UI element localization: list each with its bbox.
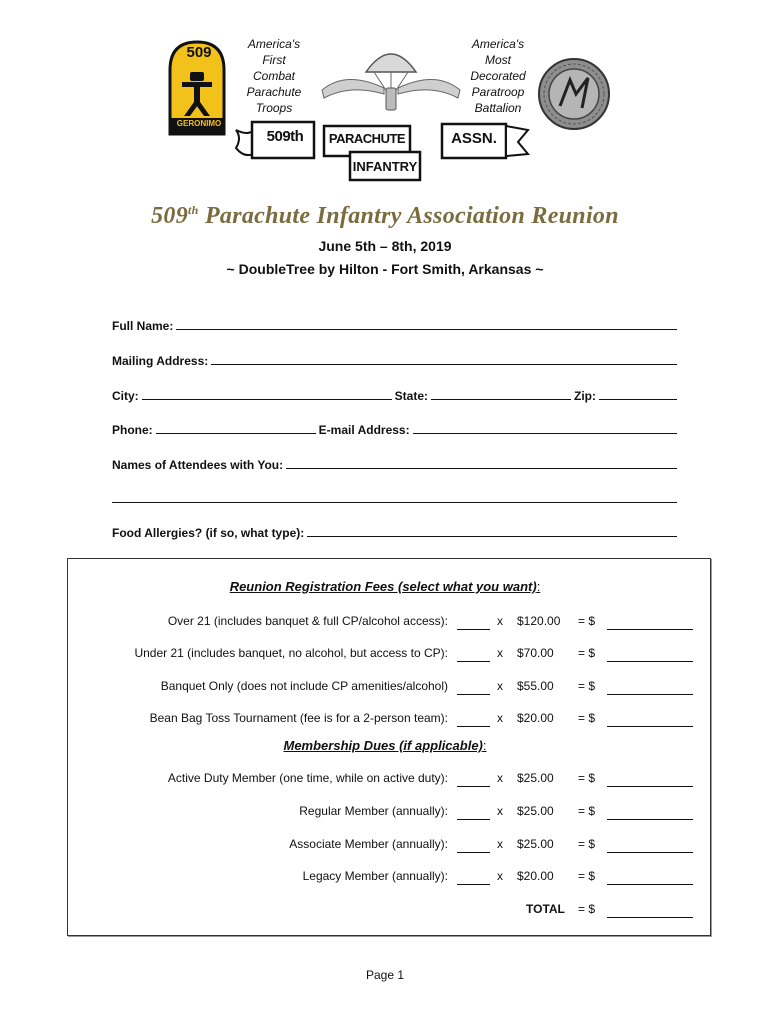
equals-dollar: = $ [578,646,596,660]
amount-line[interactable] [607,694,693,695]
motto-line: First [262,53,286,67]
total-amount-line[interactable] [607,917,693,918]
full-name-line[interactable] [176,329,677,330]
zip-label: Zip: [574,389,597,403]
association-seal-icon [536,56,612,132]
attendees-field[interactable] [112,454,680,472]
registration-fees-heading [0,579,770,594]
attendees-label: Names of Attendees with You: [112,458,284,472]
dues-price: $25.00 [517,771,554,785]
dues-label: Legacy Member (annually): [302,869,448,883]
banner-bottom-text: INFANTRY [352,159,418,174]
dues-price: $20.00 [517,869,554,883]
equals-dollar: = $ [578,837,596,851]
dues-label: Associate Member (annually): [289,837,448,851]
dues-price: $25.00 [517,804,554,818]
quantity-line[interactable] [457,694,490,695]
dues-label: Active Duty Member (one time, while on active duty): [167,771,448,785]
quantity-line[interactable] [457,726,490,727]
mailing-address-line[interactable] [211,364,677,365]
times-sign: x [497,837,503,851]
motto-line: Troops [255,101,293,115]
membership-dues-heading-text: Membership Dues (if applicable) [283,738,483,753]
page-title [0,203,770,230]
times-sign: x [497,679,503,693]
equals-dollar: = $ [578,614,596,628]
membership-dues-heading-suffix: : [482,738,487,753]
motto-line: Decorated [470,69,526,83]
city-label: City: [112,389,139,403]
amount-line[interactable] [607,852,693,853]
state-line[interactable] [431,399,571,400]
registration-fees-heading-text: Reunion Registration Fees (select what you want) [229,579,537,594]
quantity-line[interactable] [457,786,490,787]
fee-label: Over 21 (includes banquet & full CP/alcohol access): [167,614,448,628]
phone-email-row [112,419,680,437]
food-allergies-label: Food Allergies? (if so, what type): [112,526,305,540]
right-motto [458,36,538,116]
amount-line[interactable] [607,786,693,787]
mailing-address-field[interactable] [112,350,680,368]
title-superscript: th [188,203,199,217]
food-allergies-field[interactable] [112,522,680,540]
amount-line[interactable] [607,661,693,662]
equals-dollar: = $ [578,771,596,785]
motto-line: America's [471,37,525,51]
times-sign: x [497,771,503,785]
quantity-line[interactable] [457,852,490,853]
attendees-continuation-line[interactable] [112,502,677,503]
header-logo-area [160,30,620,190]
quantity-line[interactable] [457,629,490,630]
fee-price: $20.00 [517,711,554,725]
equals-dollar: = $ [578,711,596,725]
quantity-line[interactable] [457,819,490,820]
dues-price: $25.00 [517,837,554,851]
amount-line[interactable] [607,884,693,885]
city-state-zip-row [112,385,680,403]
title-rest: Parachute Infantry Association Reunion [198,203,619,229]
motto-line: Battalion [474,101,522,115]
food-allergies-line[interactable] [307,536,677,537]
state-label: State: [394,389,429,403]
page-number: Page 1 [365,968,405,982]
times-sign: x [497,614,503,628]
motto-line: Most [484,53,511,67]
quantity-line[interactable] [457,884,490,885]
event-venue: ~ DoubleTree by Hilton - Fort Smith, Arkansas ~ [226,261,544,277]
motto-line: Parachute [246,85,302,99]
parachute-wings-icon [316,32,466,116]
mailing-address-label: Mailing Address: [112,354,209,368]
banner-center-text: PARACHUTE [328,131,406,146]
motto-line: Combat [252,69,296,83]
attendees-continuation-field[interactable] [112,488,680,506]
times-sign: x [497,869,503,883]
email-label: E-mail Address: [318,423,410,437]
total-equals-dollar: = $ [578,902,596,916]
registration-fees-heading-suffix: : [536,579,541,594]
title-prefix: 509 [151,203,189,229]
fee-price: $55.00 [517,679,554,693]
fee-label: Under 21 (includes banquet, no alcohol, but access to CP): [134,646,448,660]
event-dates: June 5th – 8th, 2019 [318,238,452,254]
fee-label: Bean Bag Toss Tournament (fee is for a 2-person team): [149,711,448,725]
motto-line: Paratroop [471,85,525,99]
phone-line[interactable] [156,433,316,434]
banner-right-text: ASSN. [451,130,497,147]
equals-dollar: = $ [578,679,596,693]
zip-line[interactable] [599,399,677,400]
times-sign: x [497,804,503,818]
amount-line[interactable] [607,629,693,630]
left-motto [234,36,314,116]
email-line[interactable] [413,433,677,434]
fee-label: Banquet Only (does not include CP amenities/alcohol) [160,679,448,693]
banner-left-text: 509th [266,128,304,145]
times-sign: x [497,646,503,660]
amount-line[interactable] [607,726,693,727]
fee-price: $70.00 [517,646,554,660]
city-line[interactable] [142,399,392,400]
full-name-label: Full Name: [112,319,174,333]
attendees-line[interactable] [286,468,677,469]
patch-text: GERONIMO [176,119,222,128]
full-name-field[interactable] [112,315,680,333]
membership-dues-heading [0,738,770,753]
dues-label: Regular Member (annually): [299,804,448,818]
patch-number: 509 [186,44,212,61]
total-label: TOTAL [526,902,565,916]
motto-line: America's [247,37,301,51]
quantity-line[interactable] [457,661,490,662]
equals-dollar: = $ [578,869,596,883]
fee-price: $120.00 [517,614,561,628]
phone-label: Phone: [112,423,153,437]
amount-line[interactable] [607,819,693,820]
times-sign: x [497,711,503,725]
equals-dollar: = $ [578,804,596,818]
